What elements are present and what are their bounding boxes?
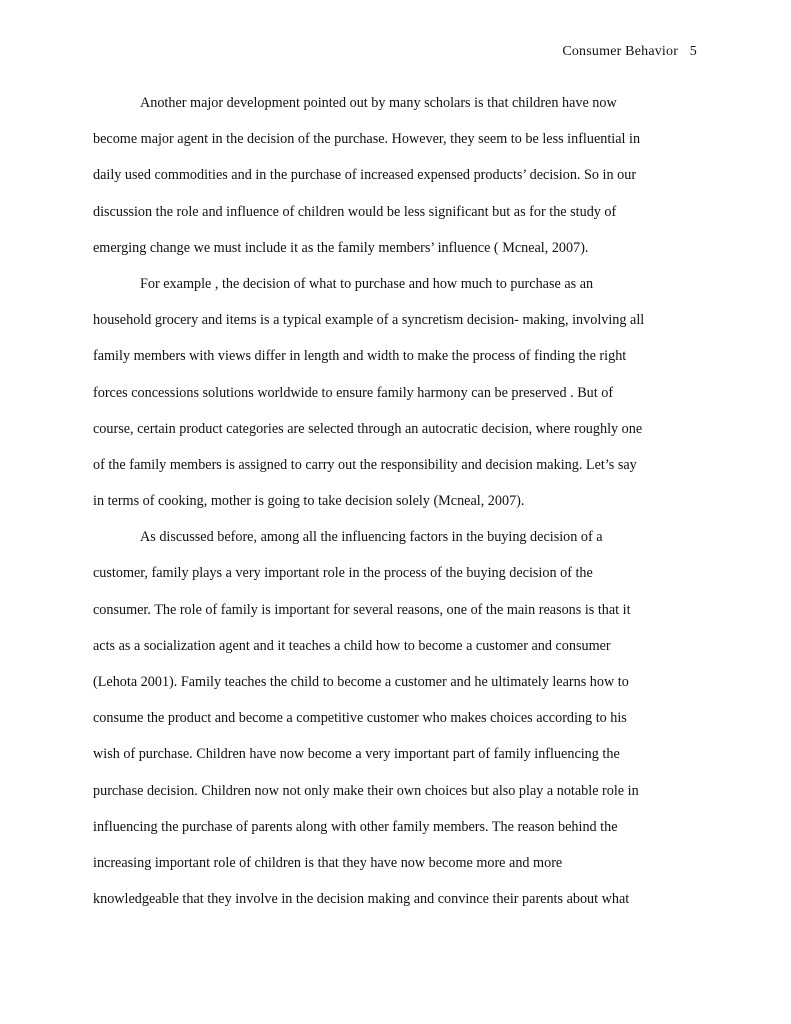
text-line: acts as a socialization agent and it teaches a child how to become a customer and consumer (93, 637, 611, 654)
text-line: forces concessions solutions worldwide to ensure family harmony can be preserved . But of (93, 384, 614, 401)
text-line: customer, family plays a very important role in the process of the buying decision of the (93, 565, 593, 582)
text-line: influencing the purchase of parents along with other family members. The reason behind the (93, 818, 618, 835)
text-line: of the family members is assigned to carry out the responsibility and decision making. Let’s say (93, 456, 637, 473)
text-line: purchase decision. Children now not only make their own choices but also play a notable role in (93, 782, 639, 799)
paragraph-1 (93, 89, 699, 270)
running-head (562, 44, 697, 60)
text-line: consumer. The role of family is important for several reasons, one of the main reasons is that it (93, 601, 631, 618)
text-line: discussion the role and influence of children would be less significant but as for the study of (93, 203, 617, 220)
text-line: family members with views differ in length and width to make the process of finding the right (93, 348, 627, 365)
text-line: emerging change we must include it as the family members’ influence ( Mcneal, 2007). (93, 239, 589, 256)
paragraph-2 (93, 270, 699, 523)
text-line: in terms of cooking, mother is going to take decision solely (Mcneal, 2007). (93, 493, 525, 510)
text-line: consume the product and become a competitive customer who makes choices according to his (93, 710, 627, 727)
text-line: course, certain product categories are selected through an autocratic decision, where roughly one (93, 420, 643, 437)
text-line: increasing important role of children is that they have now become more and more (93, 854, 563, 871)
text-line: wish of purchase. Children have now become a very important part of family influencing the (93, 746, 620, 763)
text-line: As discussed before, among all the influencing factors in the buying decision of a (140, 529, 603, 546)
page-number: 5 (689, 44, 697, 59)
text-line: daily used commodities and in the purchase of increased expensed products’ decision. So in our (93, 167, 637, 184)
text-line: For example , the decision of what to purchase and how much to purchase as an (140, 275, 594, 292)
paragraph-3 (93, 523, 699, 921)
body-text (93, 89, 699, 921)
text-line: become major agent in the decision of the purchase. However, they seem to be less influential in (93, 131, 641, 148)
text-line: knowledgeable that they involve in the decision making and convince their parents about what (93, 891, 630, 908)
text-line: (Lehota 2001). Family teaches the child to become a customer and he ultimately learns how to (93, 674, 629, 690)
text-line: Another major development pointed out by many scholars is that children have now (140, 95, 617, 111)
text-line: household grocery and items is a typical example of a syncretism decision- making, involving all (93, 312, 645, 329)
running-head-title: Consumer Behavior (562, 44, 679, 59)
